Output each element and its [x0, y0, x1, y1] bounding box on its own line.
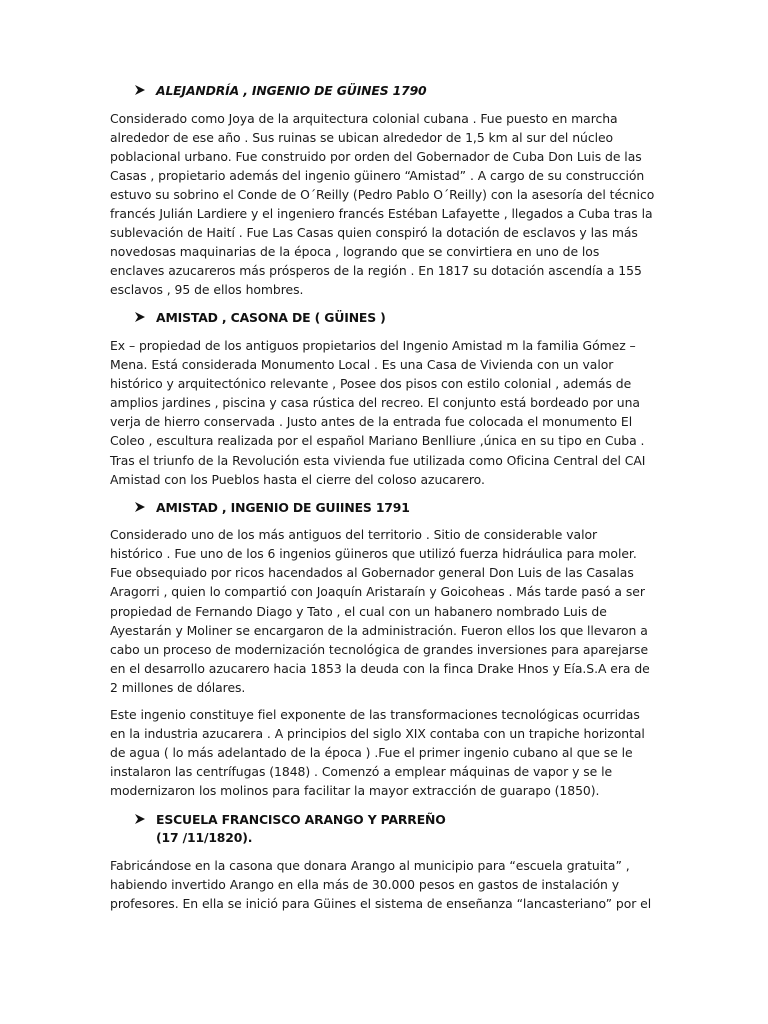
arrow-bullet-icon	[134, 499, 156, 518]
paragraph-line: Aragorri , quien lo compartió con Joaquín Aristaraín y Goicoheas . Más tarde pasó a ser	[110, 584, 645, 600]
document-body	[110, 82, 660, 913]
paragraph-line: instalaron las centrífugas (1848) . Comenzó a emplear máquinas de vapor y se le	[110, 764, 613, 780]
paragraph-spacer	[110, 848, 660, 856]
body-paragraph	[110, 336, 660, 489]
paragraph-line: Ex – propiedad de los antiguos propietarios del Ingenio Amistad m la familia Gómez –	[110, 337, 636, 353]
paragraph-line: alrededor de ese año . Sus ruinas se ubican alrededor de 1,5 km al sur del núcleo	[110, 129, 614, 145]
paragraph-line: cabo un proceso de modernización tecnológica de grandes inversiones para aparejarse	[110, 641, 649, 657]
paragraph-spacer	[110, 101, 660, 109]
paragraph-line: Fue obsequiado por ricos hacendados al Gobernador general Don Luis de las Casalas	[110, 565, 634, 581]
section-heading-text: ALEJANDRÍA , INGENIO DE GÜINES 1790	[156, 83, 427, 98]
paragraph-line: en el desarrollo azucarero hacia 1853 la deuda con la finca Drake Hnos y Eía.S.A era de	[110, 660, 650, 676]
paragraph-line: novedosas maquinarias de la época , logrando que se convirtiera en uno de los	[110, 244, 600, 260]
paragraph-line: esclavos , 95 de ellos hombres.	[110, 282, 304, 298]
paragraph-line: estuvo su sobrino el Conde de O´Reilly (Pedro Pablo O´Reilly) con la asesoría del técnico	[110, 186, 655, 202]
paragraph-line: Tras el triunfo de la Revolución esta vivienda fue utilizada como Oficina Central del CAI	[110, 452, 646, 468]
paragraph-spacer	[110, 328, 660, 336]
arrow-bullet-icon	[134, 309, 156, 328]
section-spacer	[110, 299, 660, 309]
section-heading-text: AMISTAD , CASONA DE ( GÜINES )	[156, 310, 386, 326]
paragraph-line: habiendo invertido Arango en ella más de 30.000 pesos en gastos de instalación y	[110, 876, 619, 892]
body-paragraph	[110, 856, 660, 913]
paragraph-line: 2 millones de dólares.	[110, 679, 246, 695]
section-spacer	[110, 801, 660, 811]
paragraph-line: Casas , propietario además del ingenio güinero “Amistad” . A cargo de su construcción	[110, 167, 645, 183]
section-spacer	[110, 489, 660, 499]
paragraph-line: Considerado como Joya de la arquitectura colonial cubana . Fue puesto en marcha	[110, 110, 618, 126]
body-paragraph	[110, 705, 660, 800]
arrow-bullet-icon	[134, 82, 156, 101]
paragraph-line: Considerado uno de los más antiguos del territorio . Sitio de considerable valor	[110, 527, 598, 543]
paragraph-spacer	[110, 517, 660, 525]
section-heading	[134, 499, 660, 518]
paragraph-spacer	[110, 697, 660, 705]
paragraph-line: enclaves azucareros más prósperos de la región . En 1817 su dotación ascendía a 155	[110, 263, 642, 279]
paragraph-line: histórico . Fue uno de los 6 ingenios güineros que utilizó fuerza hidráulica para moler.	[110, 546, 637, 562]
section-heading-text: AMISTAD , INGENIO DE GUIINES 1791	[156, 499, 410, 515]
paragraph-line: Este ingenio constituye fiel exponente de las transformaciones tecnológicas ocurridas	[110, 707, 640, 723]
paragraph-line: profesores. En ella se inició para Güines el sistema de enseñanza “lancasteriano” por el	[110, 895, 652, 911]
paragraph-line: propiedad de Fernando Diago y Tato , el cual con un habanero nombrado Luis de	[110, 603, 607, 619]
body-paragraph	[110, 109, 660, 300]
section-heading-text: ESCUELA FRANCISCO ARANGO Y PARREÑO (17 /11/1820).	[156, 811, 446, 845]
arrow-bullet-icon	[134, 811, 156, 830]
paragraph-line: Amistad con los Pueblos hasta el cierre del coloso azucarero.	[110, 471, 485, 487]
paragraph-line: Coleo , escultura realizada por el español Mariano Benlliure ,única en su tipo en Cuba .	[110, 433, 645, 449]
paragraph-line: en la industria azucarera . A principios del siglo XIX contaba con un trapiche horizontal	[110, 726, 645, 742]
section-heading	[134, 309, 660, 328]
paragraph-line: francés Julián Lardiere y el ingeniero francés Estéban Lafayette , llegados a Cuba tras la	[110, 205, 653, 221]
paragraph-line: verja de hierro conservada . Justo antes de la entrada fue colocada el monumento El	[110, 414, 633, 430]
paragraph-line: sublevación de Haití . Fue Las Casas quien conspiró la dotación de esclavos y las más	[110, 225, 638, 241]
paragraph-line: amplios jardines , piscina y casa rústica del recreo. El conjunto está bordeado por una	[110, 395, 640, 411]
paragraph-line: modernizaron los molinos para facilitar la mayor extracción de guarapo (1850).	[110, 783, 600, 799]
paragraph-line: Fabricándose en la casona que donara Arango al municipio para “escuela gratuita” ,	[110, 857, 630, 873]
paragraph-line: Ayestarán y Moliner se encargaron de la administración. Fueron ellos los que llevaron a	[110, 622, 648, 638]
paragraph-line: poblacional urbano. Fue construido por orden del Gobernador de Cuba Don Luis de las	[110, 148, 642, 164]
section-heading	[134, 82, 660, 101]
paragraph-line: histórico y arquitectónico relevante , Posee dos pisos con estilo colonial , además de	[110, 376, 632, 392]
section-heading	[134, 811, 660, 848]
paragraph-line: Mena. Está considerada Monumento Local . Es una Casa de Vivienda con un valor	[110, 357, 614, 373]
body-paragraph	[110, 525, 660, 697]
paragraph-line: de agua ( lo más adelantado de la época ) .Fue el primer ingenio cubano al que se le	[110, 745, 633, 761]
